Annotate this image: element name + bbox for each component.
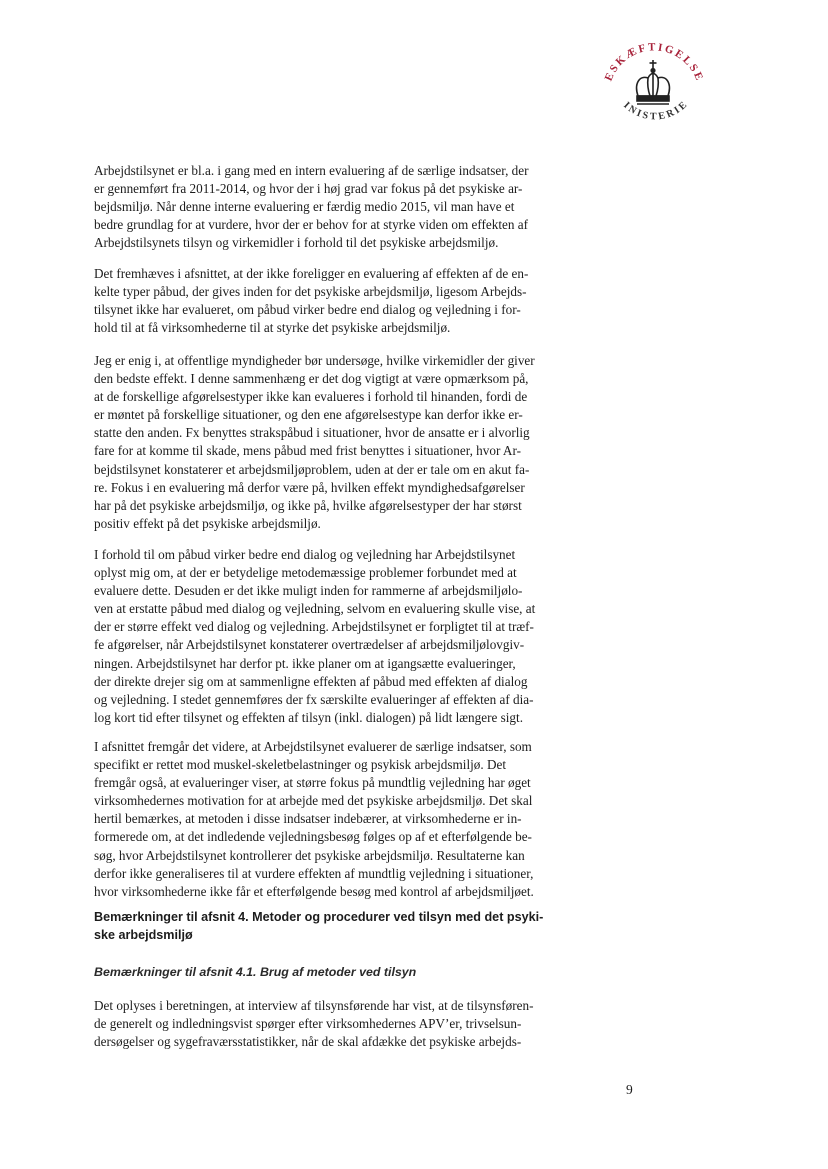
text-line: ningen. Arbejdstilsynet har derfor pt. ikke planer om at igangsætte evalueringer, [94, 655, 516, 671]
text-line: I afsnittet fremgår det videre, at Arbejdstilsynet evaluerer de særlige indsatser, som [94, 739, 532, 754]
paragraph-dialog-guidance [94, 546, 580, 727]
text-line: statte den anden. Fx benyttes strakspåbud i situationer, hvor de ansatte er i alvorlig [94, 425, 530, 441]
text-line: bedre grundlag for at vurdere, hvor der er behov for at styrke viden om effekten af [94, 217, 529, 233]
text-line: fare for at komme til skade, mens påbud med frist benyttes i situationer, hvor Ar- [94, 443, 521, 459]
text-line: hertil bemærkes, at metoden i disse indsatser indebærer, at virksomhederne er in- [94, 811, 522, 827]
paragraph-special-efforts [94, 738, 580, 901]
text-line: fe afgørelser, når Arbejdstilsynet konstaterer overtrædelser af arbejdsmiljølovgiv- [94, 637, 525, 653]
text-line: bejdsmiljø. Når denne interne evaluering er færdig medio 2015, vil man have et [94, 199, 515, 215]
text-line: hold til at få virksomhederne til at styrke det psykiske arbejdsmiljø. [94, 320, 451, 336]
text-line: virksomhedernes motivation for at arbejde med det psykiske arbejdsmiljø. Det skal [94, 793, 533, 809]
ministry-seal-logo [586, 6, 720, 140]
page-number: 9 [626, 1082, 633, 1097]
text-line: oplyst mig om, at der er betydelige metodemæssige problemer forbundet med at [94, 565, 517, 581]
text-line: derfor ikke generaliseres til at vurdere effekten af mundtlig vejledning i situationer, [94, 865, 534, 881]
text-line: hvor virksomhederne ikke får et efterfølgende besøg med kontrol af arbejdsmiljøet. [94, 883, 534, 899]
text-line: bejdstilsynet konstaterer et arbejdsmiljøproblem, uden at der er tale om en akut fa- [94, 461, 530, 477]
text-line: at de forskellige afgørelsestyper ikke kan evalueres i forhold til hinanden, fordi de [94, 389, 528, 405]
svg-text:MINISTERIET: INISTERIE [621, 98, 691, 123]
heading-line: ske arbejdsmiljø [94, 928, 193, 942]
text-line: fremgår også, at evalueringer viser, at større fokus på mundtlig vejledning har øget [94, 775, 531, 791]
subsection-heading: Bemærkninger til afsnit 4.1. Brug af metoder ved tilsyn [94, 965, 417, 979]
text-line: kelte typer påbud, der gives inden for det psykiske arbejdsmiljø, ligesom Arbejds- [94, 284, 527, 300]
paragraph-injunction-types [94, 265, 580, 337]
text-line: positiv effekt på det psykiske arbejdsmiljø. [94, 515, 321, 531]
text-line: formerede om, at det indledende vejledningsbesøg følges op af et efterfølgende be- [94, 829, 532, 845]
text-line: log kort tid efter tilsynet og effekten af tilsyn (inkl. dialogen) på lidt længere sigt. [94, 709, 523, 725]
text-line: de generelt og indledningsvist spørger efter virksomhedernes APV’er, trivselsun- [94, 1016, 522, 1032]
text-line: Det fremhæves i afsnittet, at der ikke foreligger en evaluering af effekten af de en- [94, 266, 529, 281]
text-line: der direkte drejer sig om at sammenligne effekten af påbud med effekten af dialog [94, 673, 528, 689]
text-line: er gennemført fra 2011-2014, og hvor der i høj grad var fokus på det psykiske ar- [94, 181, 523, 197]
paragraph-agreement [94, 352, 580, 533]
text-line: evaluere dette. Desuden er det ikke muligt inden for rammerne af arbejdsmiljølo- [94, 583, 523, 599]
paragraph-interviews [94, 997, 580, 1051]
text-line: Jeg er enig i, at offentlige myndigheder bør undersøge, hvilke virkemidler der giver [94, 353, 535, 368]
text-line: dersøgelser og sygefraværsstatistikker, når de skal afdække det psykiske arbejds- [94, 1034, 522, 1050]
text-line: Arbejdstilsynet er bl.a. i gang med en intern evaluering af de særlige indsatser, der [94, 163, 529, 178]
text-line: specifikt er rettet mod muskel-skeletbelastninger og psykisk arbejdsmiljø. Det [94, 757, 507, 773]
text-line: og vejledning. I stedet gennemføres der fx særskilte evalueringer af effekten af dia- [94, 691, 534, 707]
text-line: har på det psykiske arbejdsmiljø, og ikke på, hvilke afgørelsestyper der har størst [94, 497, 522, 513]
section-heading [94, 908, 594, 944]
text-line: søg, hvor Arbejdstilsynet kontrollerer det psykiske arbejdsmiljø. Resultaterne kan [94, 847, 525, 863]
heading-line: Bemærkninger til afsnit 4. Metoder og procedurer ved tilsyn med det psyki- [94, 910, 544, 924]
text-line: er møntet på forskellige situationer, og den ene afgørelsestype kan derfor ikke er- [94, 407, 523, 423]
text-line: re. Fokus i en evaluering må derfor være på, hvilken effekt myndighedsafgørelser [94, 479, 525, 495]
text-line: I forhold til om påbud virker bedre end dialog og vejledning har Arbejdstilsynet [94, 547, 516, 562]
text-line: den bedste effekt. I denne sammenhæng er det dog vigtigt at være opmærksom på, [94, 371, 529, 387]
text-line: ven at erstatte påbud med dialog og vejledning, selvom en evaluering skulle vise, at [94, 601, 536, 617]
text-line: Det oplyses i beretningen, at interview af tilsynsførende har vist, at de tilsynsføren- [94, 998, 534, 1013]
crown-icon [586, 6, 720, 140]
paragraph-evaluation [94, 162, 580, 252]
text-line: tilsynet ikke har evalueret, om påbud virker bedre end dialog og vejledning i for- [94, 302, 521, 318]
svg-text:BESKÆFTIGELSES: ESKÆFTIGELSE [602, 41, 706, 84]
text-line: der er større effekt ved dialog og vejledning. Arbejdstilsynet er forpligtet til at træf- [94, 619, 534, 635]
text-line: Arbejdstilsynets tilsyn og virkemidler i forhold til det psykiske arbejdsmiljø. [94, 235, 499, 251]
